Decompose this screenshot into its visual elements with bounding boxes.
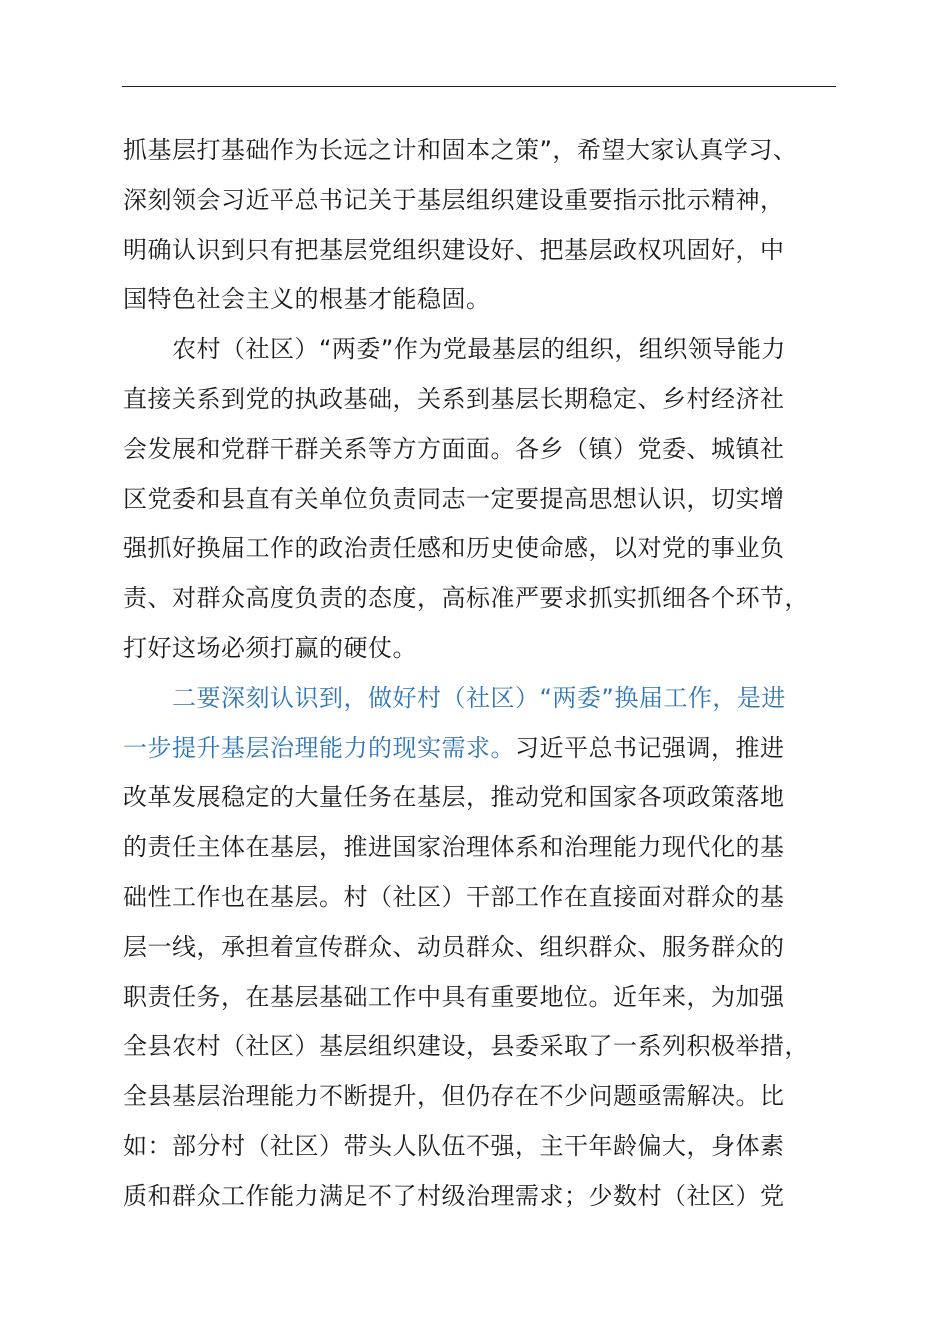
body-text: 改革发展稳定的大量任务在基层，推动党和国家各项政策落地 — [123, 783, 785, 812]
text-line — [123, 873, 863, 923]
body-text: 础性工作也在基层。村（社区）干部工作在直接面对群众的基 — [123, 882, 785, 911]
body-text: 全县农村（社区）基层组织建设，县委采取了一系列积极举措， — [123, 1032, 809, 1061]
text-line — [123, 674, 863, 724]
text-line — [123, 226, 863, 276]
text-line — [123, 425, 863, 475]
text-line — [123, 325, 863, 375]
text-line — [123, 624, 863, 674]
body-text: 如：部分村（社区）带头人队伍不强，主干年龄偏大，身体素 — [123, 1131, 785, 1160]
text-line — [123, 574, 863, 624]
text-line — [123, 176, 863, 226]
body-text: 的责任主体在基层，推进国家治理体系和治理能力现代化的基 — [123, 833, 785, 862]
header-rule — [122, 86, 836, 87]
body-text: 直接关系到党的执政基础，关系到基层长期稳定、乡村经济社 — [123, 384, 785, 413]
text-line — [123, 1172, 863, 1222]
text-line — [123, 275, 863, 325]
body-text: 农村（社区）“两委”作为党最基层的组织，组织领导能力 — [123, 335, 786, 364]
body-text: 习近平总书记强调，推进 — [515, 733, 785, 762]
text-line — [123, 823, 863, 873]
text-line — [123, 724, 863, 774]
body-text: 抓基层打基础作为长远之计和固本之策”，希望大家认真学习、 — [123, 136, 798, 164]
body-text: 质和群众工作能力满足不了村级治理需求；少数村（社区）党 — [123, 1181, 785, 1210]
text-line — [123, 923, 863, 973]
text-line — [123, 524, 863, 574]
body-text: 层一线，承担着宣传群众、动员群众、组织群众、服务群众的 — [123, 932, 785, 961]
body-text: 深刻领会习近平总书记关于基层组织建设重要指示批示精神， — [123, 185, 785, 214]
body-text: 打好这场必须打赢的硬仗。 — [123, 633, 417, 662]
text-line — [123, 1122, 863, 1172]
body-text: 责、对群众高度负责的态度，高标准严要求抓实抓细各个环节， — [123, 584, 809, 613]
highlighted-text: 二要深刻认识到，做好村（社区）“两委”换届工作，是进 — [123, 683, 786, 712]
body-text: 全县基层治理能力不断提升，但仍存在不少问题亟需解决。比 — [123, 1082, 785, 1111]
body-text: 会发展和党群干群关系等方方面面。各乡（镇）党委、城镇社 — [123, 434, 785, 463]
body-text: 职责任务，在基层基础工作中具有重要地位。近年来，为加强 — [123, 982, 785, 1011]
text-line — [123, 375, 863, 425]
text-line — [123, 1022, 863, 1072]
text-line — [123, 973, 863, 1023]
body-text: 国特色社会主义的根基才能稳固。 — [123, 285, 491, 314]
body-text: 明确认识到只有把基层党组织建设好、把基层政权巩固好，中 — [123, 235, 785, 264]
text-line — [123, 773, 863, 823]
body-text: 区党委和县直有关单位负责同志一定要提高思想认识，切实增 — [123, 484, 785, 513]
document-body — [123, 126, 863, 1222]
text-line — [123, 475, 863, 525]
highlighted-text: 一步提升基层治理能力的现实需求。 — [123, 733, 515, 762]
text-line — [123, 126, 863, 176]
text-line — [123, 1072, 863, 1122]
body-text: 强抓好换届工作的政治责任感和历史使命感，以对党的事业负 — [123, 534, 785, 563]
